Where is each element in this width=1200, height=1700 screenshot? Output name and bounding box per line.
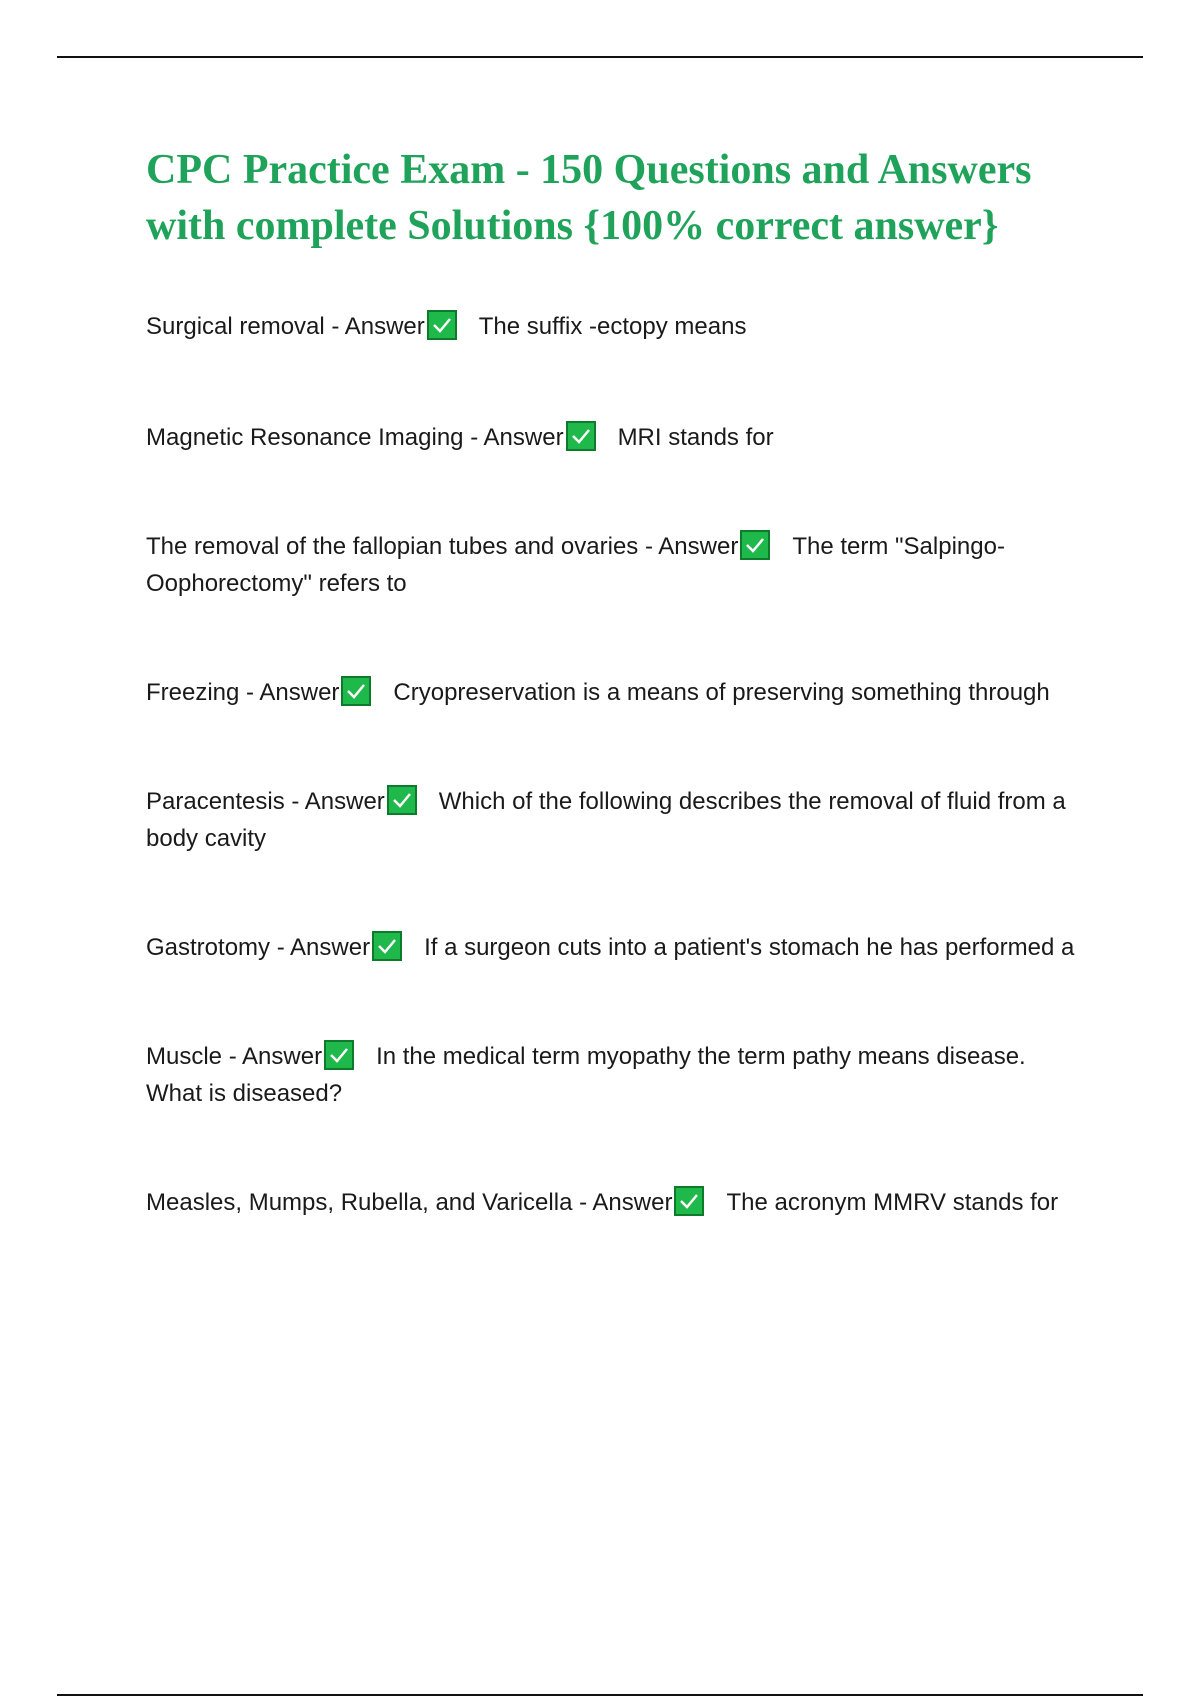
question-text: MRI stands for — [617, 424, 774, 451]
answer-label: - Answer — [463, 424, 564, 451]
question-text: The acronym MMRV stands for — [726, 1189, 1059, 1216]
answer-text: Paracentesis — [146, 788, 285, 815]
qa-item — [146, 929, 1086, 966]
check-icon — [427, 310, 457, 340]
qa-item — [146, 783, 1086, 857]
question-text: In the medical term myopathy the term pathy means disease. What is diseased? — [146, 1043, 1026, 1107]
qa-item — [146, 1038, 1086, 1112]
answer-text: Freezing — [146, 679, 240, 706]
question-text: The suffix -ectopy means — [478, 313, 747, 340]
answer-text: The removal of the fallopian tubes and ovaries — [146, 533, 639, 560]
qa-item — [146, 419, 1086, 456]
answer-label: - Answer — [324, 313, 425, 340]
answer-label: - Answer — [284, 788, 385, 815]
check-icon — [740, 530, 770, 560]
check-icon — [387, 785, 417, 815]
answer-label: - Answer — [572, 1189, 673, 1216]
answer-text: Measles, Mumps, Rubella, and Varicella — [146, 1189, 573, 1216]
check-icon — [324, 1040, 354, 1070]
answer-label: - Answer — [222, 1043, 323, 1070]
bottom-divider — [57, 1694, 1143, 1696]
qa-list — [146, 308, 1086, 1221]
check-icon — [674, 1186, 704, 1216]
document-title: CPC Practice Exam - 150 Questions and Answers with complete Solutions {100% correct answer} — [146, 147, 1032, 249]
answer-label: - Answer — [239, 679, 340, 706]
check-icon — [372, 931, 402, 961]
question-text: Cryopreservation is a means of preserving something through — [393, 679, 1050, 706]
qa-item — [146, 528, 1086, 602]
answer-label: - Answer — [270, 934, 371, 961]
check-icon — [566, 421, 596, 451]
answer-text: Surgical removal — [146, 313, 325, 340]
check-icon — [341, 676, 371, 706]
qa-item — [146, 674, 1086, 711]
page-content — [146, 142, 1086, 1221]
answer-text: Magnetic Resonance Imaging — [146, 424, 464, 451]
answer-text: Gastrotomy — [146, 934, 271, 961]
answer-label: - Answer — [638, 533, 739, 560]
top-divider — [57, 56, 1143, 58]
answer-text: Muscle — [146, 1043, 223, 1070]
question-text: If a surgeon cuts into a patient's stomach he has performed a — [424, 934, 1075, 961]
qa-item — [146, 1184, 1086, 1221]
question-text: Which of the following describes the removal of fluid from a body cavity — [146, 788, 1066, 852]
question-text: The term "Salpingo-Oophorectomy" refers to — [146, 533, 1005, 597]
qa-item — [146, 308, 1086, 345]
